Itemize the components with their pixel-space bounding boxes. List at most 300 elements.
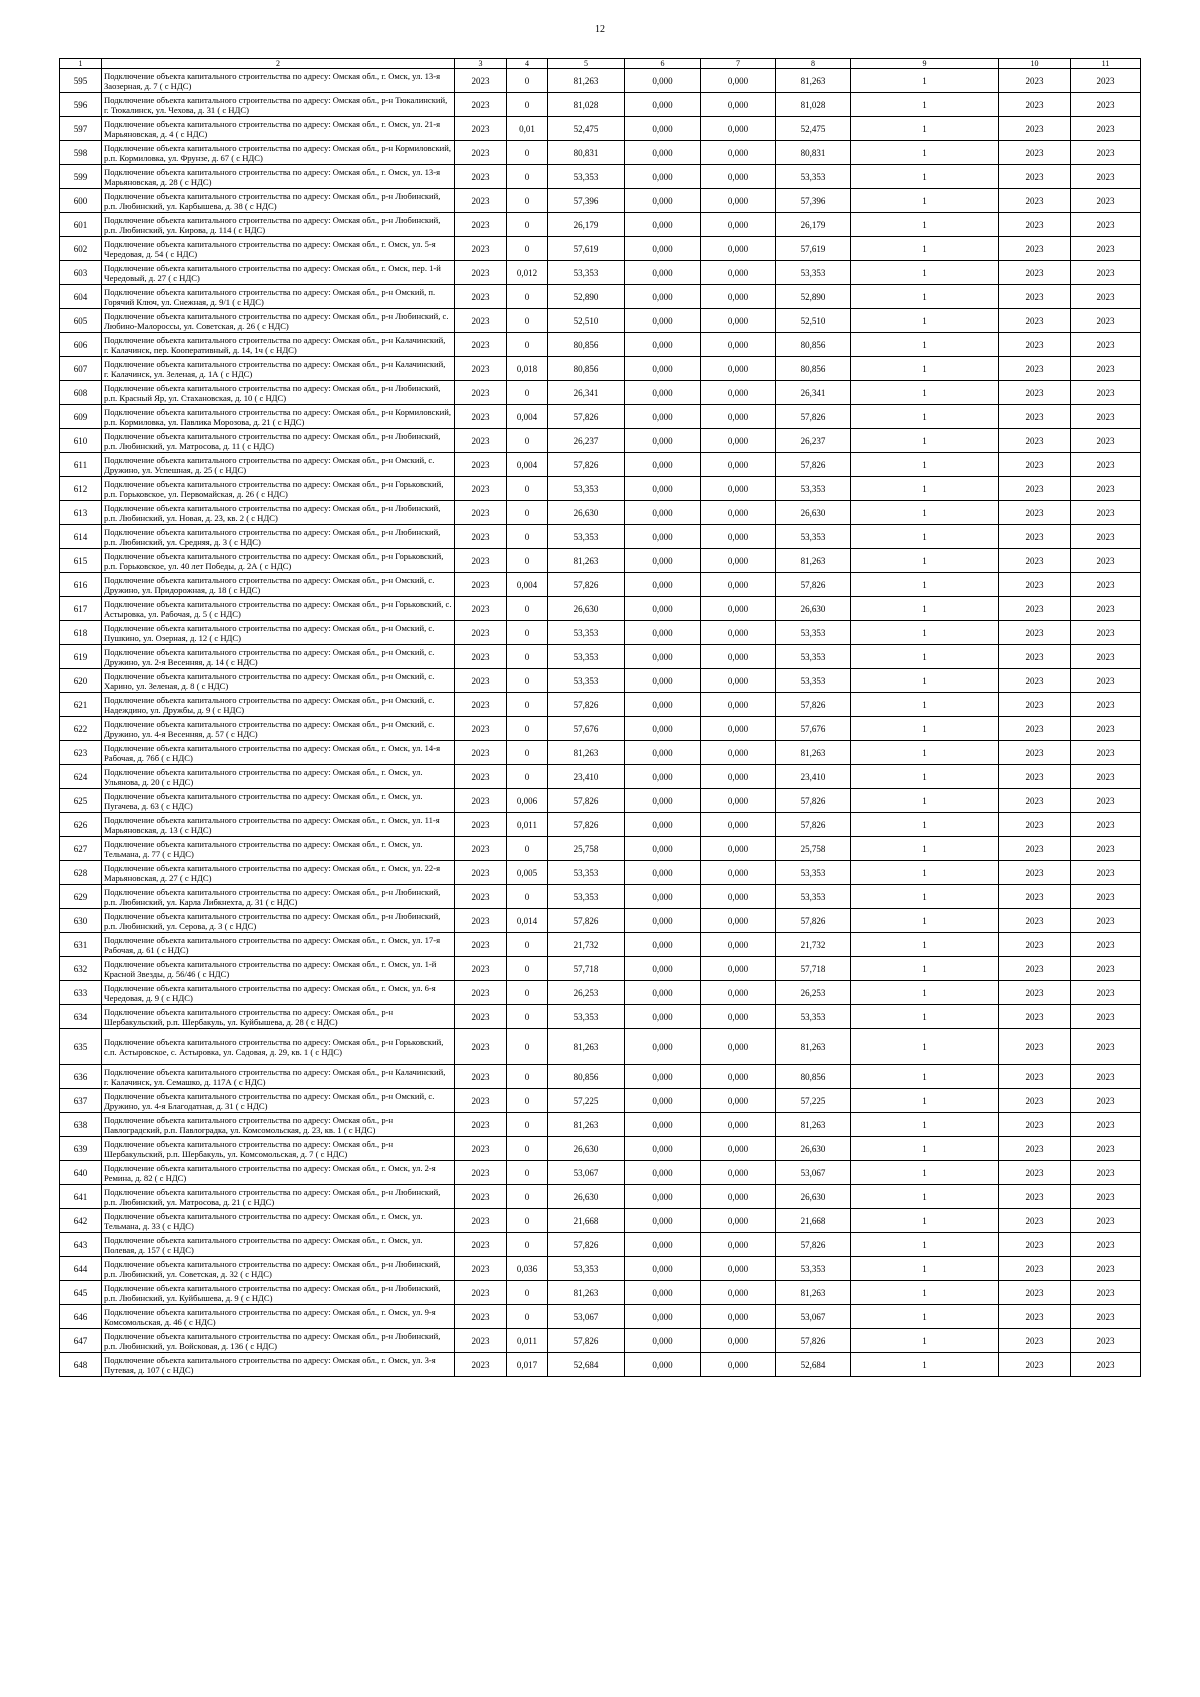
cell-col-6: 0,000 xyxy=(625,933,701,957)
cell-col-9: 1 xyxy=(851,789,999,813)
cell-col-11: 2023 xyxy=(1071,93,1141,117)
cell-num: 632 xyxy=(60,957,102,981)
cell-col-6: 0,000 xyxy=(625,717,701,741)
cell-col-8: 52,475 xyxy=(776,117,851,141)
cell-col-7: 0,000 xyxy=(701,717,776,741)
cell-col-10: 2023 xyxy=(999,501,1071,525)
cell-num: 627 xyxy=(60,837,102,861)
cell-col-4: 0,017 xyxy=(507,1353,548,1377)
cell-col-4: 0 xyxy=(507,717,548,741)
cell-description: Подключение объекта капитального строительства по адресу: Омская обл., р-н Омский, с. Дружино, ул. 4-я Благодатная, д. 31 ( с НДС) xyxy=(102,1089,455,1113)
cell-description: Подключение объекта капитального строительства по адресу: Омская обл., р-н Горьковский, с. Астыровка, ул. Рабочая, д. 5 ( с НДС) xyxy=(102,597,455,621)
cell-col-11: 2023 xyxy=(1071,1257,1141,1281)
cell-description: Подключение объекта капитального строительства по адресу: Омская обл., р-н Любинский, р.п. Любинский, ул. Матросова, д. 11 ( с НДС) xyxy=(102,429,455,453)
cell-col-6: 0,000 xyxy=(625,93,701,117)
cell-col-11: 2023 xyxy=(1071,1113,1141,1137)
cell-num: 625 xyxy=(60,789,102,813)
cell-col-8: 81,263 xyxy=(776,549,851,573)
cell-col-6: 0,000 xyxy=(625,981,701,1005)
cell-col-9: 1 xyxy=(851,861,999,885)
cell-col-8: 53,353 xyxy=(776,1257,851,1281)
cell-col-11: 2023 xyxy=(1071,693,1141,717)
cell-description: Подключение объекта капитального строительства по адресу: Омская обл., г. Омск, ул. 13-я Заозерная, д. 7 ( с НДС) xyxy=(102,69,455,93)
cell-col-3: 2023 xyxy=(455,357,507,381)
cell-col-10: 2023 xyxy=(999,357,1071,381)
cell-col-10: 2023 xyxy=(999,261,1071,285)
cell-num: 633 xyxy=(60,981,102,1005)
column-number-cell: 10 xyxy=(999,59,1071,69)
cell-col-5: 53,353 xyxy=(548,1257,625,1281)
cell-col-9: 1 xyxy=(851,645,999,669)
cell-num: 605 xyxy=(60,309,102,333)
column-number-cell: 1 xyxy=(60,59,102,69)
cell-col-6: 0,000 xyxy=(625,501,701,525)
cell-col-5: 26,179 xyxy=(548,213,625,237)
cell-num: 622 xyxy=(60,717,102,741)
cell-num: 596 xyxy=(60,93,102,117)
cell-num: 611 xyxy=(60,453,102,477)
cell-col-3: 2023 xyxy=(455,1137,507,1161)
cell-col-3: 2023 xyxy=(455,165,507,189)
cell-col-5: 53,067 xyxy=(548,1161,625,1185)
cell-num: 634 xyxy=(60,1005,102,1029)
cell-col-9: 1 xyxy=(851,1005,999,1029)
cell-col-8: 26,341 xyxy=(776,381,851,405)
cell-num: 623 xyxy=(60,741,102,765)
cell-col-3: 2023 xyxy=(455,1281,507,1305)
cell-col-5: 53,353 xyxy=(548,525,625,549)
cell-col-5: 57,826 xyxy=(548,813,625,837)
cell-col-3: 2023 xyxy=(455,1353,507,1377)
cell-col-6: 0,000 xyxy=(625,237,701,261)
cell-col-8: 57,826 xyxy=(776,453,851,477)
cell-col-4: 0 xyxy=(507,693,548,717)
cell-col-4: 0 xyxy=(507,765,548,789)
column-number-cell: 8 xyxy=(776,59,851,69)
cell-col-9: 1 xyxy=(851,717,999,741)
table-row xyxy=(60,1257,1141,1281)
cell-col-5: 53,353 xyxy=(548,1005,625,1029)
cell-col-10: 2023 xyxy=(999,1161,1071,1185)
cell-col-4: 0 xyxy=(507,501,548,525)
cell-col-9: 1 xyxy=(851,525,999,549)
table-row xyxy=(60,501,1141,525)
cell-col-4: 0 xyxy=(507,309,548,333)
cell-col-10: 2023 xyxy=(999,477,1071,501)
cell-col-9: 1 xyxy=(851,1029,999,1065)
cell-col-11: 2023 xyxy=(1071,861,1141,885)
cell-col-7: 0,000 xyxy=(701,429,776,453)
cell-col-3: 2023 xyxy=(455,837,507,861)
cell-col-9: 1 xyxy=(851,117,999,141)
cell-col-9: 1 xyxy=(851,165,999,189)
cell-col-7: 0,000 xyxy=(701,861,776,885)
table-row xyxy=(60,717,1141,741)
cell-col-3: 2023 xyxy=(455,141,507,165)
cell-col-10: 2023 xyxy=(999,1209,1071,1233)
cell-col-7: 0,000 xyxy=(701,645,776,669)
cell-col-11: 2023 xyxy=(1071,1137,1141,1161)
cell-col-7: 0,000 xyxy=(701,1005,776,1029)
cell-col-8: 52,510 xyxy=(776,309,851,333)
cell-description: Подключение объекта капитального строительства по адресу: Омская обл., г. Омск, ул. 2-я Ремина, д. 82 ( с НДС) xyxy=(102,1161,455,1185)
cell-num: 602 xyxy=(60,237,102,261)
cell-col-8: 57,826 xyxy=(776,1329,851,1353)
column-number-cell: 6 xyxy=(625,59,701,69)
cell-col-7: 0,000 xyxy=(701,549,776,573)
cell-col-9: 1 xyxy=(851,1209,999,1233)
cell-num: 628 xyxy=(60,861,102,885)
cell-col-3: 2023 xyxy=(455,597,507,621)
cell-col-10: 2023 xyxy=(999,1137,1071,1161)
cell-col-7: 0,000 xyxy=(701,909,776,933)
cell-description: Подключение объекта капитального строительства по адресу: Омская обл., р-н Шербакульский, р.п. Шербакуль, ул. Куйбышева, д. 28 ( с НДС) xyxy=(102,1005,455,1029)
cell-col-3: 2023 xyxy=(455,621,507,645)
cell-col-9: 1 xyxy=(851,909,999,933)
cell-col-4: 0,005 xyxy=(507,861,548,885)
cell-col-5: 80,856 xyxy=(548,357,625,381)
cell-col-8: 81,263 xyxy=(776,1029,851,1065)
cell-col-8: 53,353 xyxy=(776,861,851,885)
cell-col-8: 57,619 xyxy=(776,237,851,261)
cell-col-8: 81,263 xyxy=(776,1113,851,1137)
cell-col-11: 2023 xyxy=(1071,741,1141,765)
cell-col-4: 0 xyxy=(507,957,548,981)
cell-description: Подключение объекта капитального строительства по адресу: Омская обл., р-н Любинский, р.п. Любинский, ул. Матросова, д. 21 ( с НДС) xyxy=(102,1185,455,1209)
cell-col-10: 2023 xyxy=(999,69,1071,93)
cell-col-6: 0,000 xyxy=(625,549,701,573)
cell-col-6: 0,000 xyxy=(625,765,701,789)
cell-col-3: 2023 xyxy=(455,477,507,501)
cell-col-10: 2023 xyxy=(999,957,1071,981)
cell-num: 624 xyxy=(60,765,102,789)
cell-num: 614 xyxy=(60,525,102,549)
cell-col-3: 2023 xyxy=(455,1065,507,1089)
cell-col-11: 2023 xyxy=(1071,117,1141,141)
cell-col-10: 2023 xyxy=(999,453,1071,477)
cell-col-9: 1 xyxy=(851,453,999,477)
cell-col-5: 26,630 xyxy=(548,1137,625,1161)
cell-col-4: 0 xyxy=(507,1005,548,1029)
cell-col-11: 2023 xyxy=(1071,453,1141,477)
cell-col-11: 2023 xyxy=(1071,813,1141,837)
cell-col-3: 2023 xyxy=(455,309,507,333)
cell-col-5: 53,353 xyxy=(548,621,625,645)
cell-description: Подключение объекта капитального строительства по адресу: Омская обл., г. Омск, ул. 21-я Марьяновская, д. 4 ( с НДС) xyxy=(102,117,455,141)
cell-col-10: 2023 xyxy=(999,525,1071,549)
cell-col-10: 2023 xyxy=(999,1305,1071,1329)
cell-col-5: 52,890 xyxy=(548,285,625,309)
cell-col-10: 2023 xyxy=(999,549,1071,573)
column-number-cell: 2 xyxy=(102,59,455,69)
cell-col-4: 0 xyxy=(507,837,548,861)
cell-col-4: 0 xyxy=(507,741,548,765)
cell-description: Подключение объекта капитального строительства по адресу: Омская обл., р-н Кормиловский, р.п. Кормиловка, ул. Фрунзе, д. 67 ( с НДС) xyxy=(102,141,455,165)
cell-col-9: 1 xyxy=(851,1329,999,1353)
cell-col-9: 1 xyxy=(851,933,999,957)
cell-col-3: 2023 xyxy=(455,909,507,933)
cell-col-8: 26,630 xyxy=(776,597,851,621)
cell-col-8: 57,826 xyxy=(776,405,851,429)
cell-col-10: 2023 xyxy=(999,309,1071,333)
cell-num: 604 xyxy=(60,285,102,309)
table-row xyxy=(60,189,1141,213)
cell-col-4: 0 xyxy=(507,213,548,237)
cell-col-3: 2023 xyxy=(455,1257,507,1281)
table-row xyxy=(60,957,1141,981)
cell-col-3: 2023 xyxy=(455,981,507,1005)
cell-col-3: 2023 xyxy=(455,549,507,573)
cell-col-8: 57,826 xyxy=(776,1233,851,1257)
cell-col-3: 2023 xyxy=(455,885,507,909)
cell-col-5: 53,353 xyxy=(548,861,625,885)
cell-col-3: 2023 xyxy=(455,1161,507,1185)
cell-num: 631 xyxy=(60,933,102,957)
cell-col-5: 26,630 xyxy=(548,597,625,621)
cell-col-7: 0,000 xyxy=(701,357,776,381)
cell-col-11: 2023 xyxy=(1071,1161,1141,1185)
cell-col-8: 23,410 xyxy=(776,765,851,789)
cell-num: 617 xyxy=(60,597,102,621)
cell-col-5: 26,253 xyxy=(548,981,625,1005)
cell-col-6: 0,000 xyxy=(625,357,701,381)
cell-col-11: 2023 xyxy=(1071,69,1141,93)
cell-col-10: 2023 xyxy=(999,285,1071,309)
cell-col-3: 2023 xyxy=(455,333,507,357)
cell-col-11: 2023 xyxy=(1071,1353,1141,1377)
cell-col-7: 0,000 xyxy=(701,981,776,1005)
cell-col-10: 2023 xyxy=(999,165,1071,189)
cell-col-9: 1 xyxy=(851,237,999,261)
cell-col-5: 80,831 xyxy=(548,141,625,165)
table-row xyxy=(60,357,1141,381)
cell-col-5: 53,353 xyxy=(548,669,625,693)
cell-description: Подключение объекта капитального строительства по адресу: Омская обл., р-н Омский, п. Горячий Ключ, ул. Снежная, д. 9/1 ( с НДС) xyxy=(102,285,455,309)
cell-col-7: 0,000 xyxy=(701,1305,776,1329)
cell-description: Подключение объекта капитального строительства по адресу: Омская обл., г. Омск, ул. Тельмана, д. 33 ( с НДС) xyxy=(102,1209,455,1233)
cell-col-6: 0,000 xyxy=(625,453,701,477)
cell-description: Подключение объекта капитального строительства по адресу: Омская обл., р-н Омский, с. Пушкино, ул. Озерная, д. 12 ( с НДС) xyxy=(102,621,455,645)
cell-col-10: 2023 xyxy=(999,1005,1071,1029)
table-row xyxy=(60,93,1141,117)
cell-col-9: 1 xyxy=(851,1281,999,1305)
cell-col-11: 2023 xyxy=(1071,669,1141,693)
cell-col-8: 53,353 xyxy=(776,645,851,669)
cell-col-9: 1 xyxy=(851,1161,999,1185)
cell-col-10: 2023 xyxy=(999,645,1071,669)
column-number-cell: 9 xyxy=(851,59,999,69)
cell-col-8: 53,353 xyxy=(776,477,851,501)
cell-col-4: 0 xyxy=(507,141,548,165)
cell-col-10: 2023 xyxy=(999,765,1071,789)
cell-col-11: 2023 xyxy=(1071,1209,1141,1233)
cell-col-7: 0,000 xyxy=(701,285,776,309)
cell-num: 642 xyxy=(60,1209,102,1233)
cell-col-7: 0,000 xyxy=(701,885,776,909)
table-row xyxy=(60,381,1141,405)
cell-col-10: 2023 xyxy=(999,717,1071,741)
cell-num: 600 xyxy=(60,189,102,213)
cell-col-4: 0,011 xyxy=(507,1329,548,1353)
cell-col-6: 0,000 xyxy=(625,861,701,885)
cell-col-4: 0 xyxy=(507,933,548,957)
table-row xyxy=(60,789,1141,813)
cell-col-4: 0 xyxy=(507,333,548,357)
cell-col-11: 2023 xyxy=(1071,261,1141,285)
cell-col-3: 2023 xyxy=(455,501,507,525)
table-row xyxy=(60,1089,1141,1113)
cell-col-6: 0,000 xyxy=(625,1329,701,1353)
cell-description: Подключение объекта капитального строительства по адресу: Омская обл., р-н Любинский, с. Любино-Малороссы, ул. Советская, д. 26 ( с НДС) xyxy=(102,309,455,333)
cell-description: Подключение объекта капитального строительства по адресу: Омская обл., г. Омск, ул. 17-я Рабочая, д. 61 ( с НДС) xyxy=(102,933,455,957)
cell-col-11: 2023 xyxy=(1071,1281,1141,1305)
cell-col-7: 0,000 xyxy=(701,813,776,837)
table-row xyxy=(60,213,1141,237)
cell-description: Подключение объекта капитального строительства по адресу: Омская обл., р-н Омский, с. Надеждино, ул. Дружбы, д. 9 ( с НДС) xyxy=(102,693,455,717)
cell-col-8: 26,630 xyxy=(776,501,851,525)
cell-col-9: 1 xyxy=(851,261,999,285)
cell-col-7: 0,000 xyxy=(701,189,776,213)
cell-col-5: 81,028 xyxy=(548,93,625,117)
cell-col-5: 52,475 xyxy=(548,117,625,141)
cell-col-5: 26,630 xyxy=(548,1185,625,1209)
cell-col-4: 0,004 xyxy=(507,405,548,429)
cell-col-8: 21,732 xyxy=(776,933,851,957)
cell-col-10: 2023 xyxy=(999,933,1071,957)
cell-col-6: 0,000 xyxy=(625,1065,701,1089)
cell-col-7: 0,000 xyxy=(701,957,776,981)
cell-num: 603 xyxy=(60,261,102,285)
cell-col-7: 0,000 xyxy=(701,453,776,477)
cell-col-7: 0,000 xyxy=(701,525,776,549)
cell-col-5: 57,826 xyxy=(548,453,625,477)
cell-col-8: 26,630 xyxy=(776,1185,851,1209)
cell-col-7: 0,000 xyxy=(701,381,776,405)
cell-description: Подключение объекта капитального строительства по адресу: Омская обл., р-н Горьковский, р.п. Горьковское, ул. 40 лет Победы, д. 2А ( с НДС) xyxy=(102,549,455,573)
cell-col-4: 0 xyxy=(507,237,548,261)
cell-col-3: 2023 xyxy=(455,717,507,741)
cell-num: 644 xyxy=(60,1257,102,1281)
cell-col-3: 2023 xyxy=(455,1029,507,1065)
cell-col-6: 0,000 xyxy=(625,1281,701,1305)
cell-col-6: 0,000 xyxy=(625,1257,701,1281)
cell-col-11: 2023 xyxy=(1071,189,1141,213)
cell-col-3: 2023 xyxy=(455,93,507,117)
cell-description: Подключение объекта капитального строительства по адресу: Омская обл., г. Омск, ул. 3-я Путевая, д. 107 ( с НДС) xyxy=(102,1353,455,1377)
cell-col-5: 57,826 xyxy=(548,909,625,933)
table-row xyxy=(60,309,1141,333)
cell-col-6: 0,000 xyxy=(625,141,701,165)
cell-col-7: 0,000 xyxy=(701,837,776,861)
cell-col-4: 0 xyxy=(507,1089,548,1113)
cell-col-6: 0,000 xyxy=(625,285,701,309)
cell-col-8: 81,263 xyxy=(776,1281,851,1305)
cell-description: Подключение объекта капитального строительства по адресу: Омская обл., г. Омск, ул. Ульянова, д. 20 ( с НДС) xyxy=(102,765,455,789)
cell-col-11: 2023 xyxy=(1071,1329,1141,1353)
table-row xyxy=(60,573,1141,597)
cell-col-9: 1 xyxy=(851,69,999,93)
cell-col-4: 0 xyxy=(507,69,548,93)
table-row xyxy=(60,1305,1141,1329)
cell-description: Подключение объекта капитального строительства по адресу: Омская обл., р-н Любинский, р.п. Любинский, ул. Серова, д. 3 ( с НДС) xyxy=(102,909,455,933)
cell-col-11: 2023 xyxy=(1071,909,1141,933)
table-row xyxy=(60,405,1141,429)
cell-col-11: 2023 xyxy=(1071,405,1141,429)
cell-description: Подключение объекта капитального строительства по адресу: Омская обл., р-н Шербакульский, р.п. Шербакуль, ул. Комсомольская, д. 7 ( с НДС) xyxy=(102,1137,455,1161)
data-table xyxy=(59,58,1141,1377)
cell-col-7: 0,000 xyxy=(701,1353,776,1377)
cell-col-6: 0,000 xyxy=(625,429,701,453)
cell-num: 643 xyxy=(60,1233,102,1257)
cell-col-6: 0,000 xyxy=(625,621,701,645)
cell-col-9: 1 xyxy=(851,957,999,981)
cell-col-3: 2023 xyxy=(455,861,507,885)
cell-col-9: 1 xyxy=(851,285,999,309)
cell-col-11: 2023 xyxy=(1071,333,1141,357)
column-number-cell: 11 xyxy=(1071,59,1141,69)
cell-col-11: 2023 xyxy=(1071,525,1141,549)
cell-col-11: 2023 xyxy=(1071,1185,1141,1209)
cell-col-7: 0,000 xyxy=(701,261,776,285)
cell-col-10: 2023 xyxy=(999,1329,1071,1353)
cell-col-7: 0,000 xyxy=(701,165,776,189)
cell-num: 621 xyxy=(60,693,102,717)
cell-col-7: 0,000 xyxy=(701,1113,776,1137)
cell-col-6: 0,000 xyxy=(625,813,701,837)
table-row xyxy=(60,1233,1141,1257)
cell-col-4: 0 xyxy=(507,669,548,693)
cell-col-10: 2023 xyxy=(999,1257,1071,1281)
cell-col-7: 0,000 xyxy=(701,117,776,141)
cell-col-6: 0,000 xyxy=(625,381,701,405)
cell-col-9: 1 xyxy=(851,1113,999,1137)
table-row xyxy=(60,597,1141,621)
cell-num: 598 xyxy=(60,141,102,165)
cell-col-9: 1 xyxy=(851,189,999,213)
column-number-cell: 3 xyxy=(455,59,507,69)
cell-col-4: 0,014 xyxy=(507,909,548,933)
cell-col-7: 0,000 xyxy=(701,477,776,501)
cell-num: 630 xyxy=(60,909,102,933)
cell-col-6: 0,000 xyxy=(625,693,701,717)
cell-col-4: 0 xyxy=(507,381,548,405)
table-row xyxy=(60,1029,1141,1065)
cell-col-8: 57,826 xyxy=(776,693,851,717)
cell-col-4: 0 xyxy=(507,645,548,669)
cell-num: 606 xyxy=(60,333,102,357)
cell-description: Подключение объекта капитального строительства по адресу: Омская обл., г. Омск, ул. 9-я Комсомольская, д. 46 ( с НДС) xyxy=(102,1305,455,1329)
cell-col-5: 26,341 xyxy=(548,381,625,405)
cell-col-5: 57,718 xyxy=(548,957,625,981)
cell-description: Подключение объекта капитального строительства по адресу: Омская обл., р-н Любинский, р.п. Любинский, ул. Войсковая, д. 136 ( с НДС) xyxy=(102,1329,455,1353)
cell-col-3: 2023 xyxy=(455,1233,507,1257)
table-row xyxy=(60,237,1141,261)
cell-col-4: 0 xyxy=(507,1185,548,1209)
cell-col-8: 21,668 xyxy=(776,1209,851,1233)
table-row xyxy=(60,981,1141,1005)
cell-col-5: 21,732 xyxy=(548,933,625,957)
table-row xyxy=(60,669,1141,693)
cell-col-8: 80,856 xyxy=(776,1065,851,1089)
cell-num: 636 xyxy=(60,1065,102,1089)
cell-col-6: 0,000 xyxy=(625,1209,701,1233)
table-row xyxy=(60,909,1141,933)
cell-col-8: 53,353 xyxy=(776,885,851,909)
cell-col-7: 0,000 xyxy=(701,93,776,117)
cell-col-3: 2023 xyxy=(455,381,507,405)
cell-description: Подключение объекта капитального строительства по адресу: Омская обл., р-н Горьковский, р.п. Горьковское, ул. Первомайская, д. 26 ( с НДС) xyxy=(102,477,455,501)
cell-col-5: 57,676 xyxy=(548,717,625,741)
